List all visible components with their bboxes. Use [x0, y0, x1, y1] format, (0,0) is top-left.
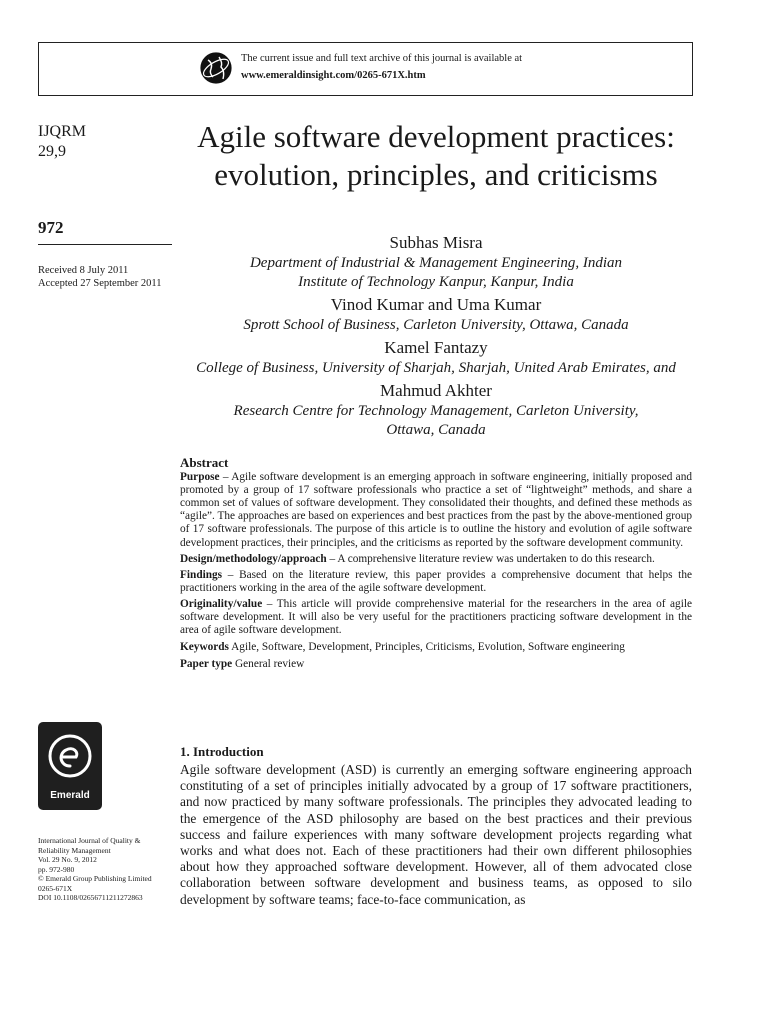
- paper-title: Agile software development practices: evolution, principles, and criticisms: [197, 119, 675, 192]
- publication-info: [38, 836, 178, 903]
- abstract-design: [180, 553, 692, 566]
- introduction-section: [180, 744, 692, 908]
- emerald-logo-text: Emerald: [50, 790, 90, 801]
- originality-text: – This article will provide comprehensive material for the researchers in the area of agile software development. It will also be very useful for the practitioners practicing software development in the area of agile software development.: [180, 597, 692, 637]
- author-affiliation: Research Centre for Technology Management, Carleton University, Ottawa, Canada: [233, 403, 639, 438]
- introduction-heading: 1. Introduction: [180, 744, 264, 759]
- emerald-logo: [38, 722, 102, 810]
- abstract-keywords: [180, 641, 692, 654]
- keywords-label: Keywords: [180, 641, 229, 654]
- abstract-paper-type: [180, 658, 692, 671]
- accepted-date: Accepted 27 September 2011: [38, 278, 162, 289]
- pubinfo-line: 0265-671X: [38, 883, 73, 893]
- journal-abbrev: IJQRM: [38, 123, 87, 140]
- paper-type-text: General review: [232, 658, 305, 671]
- received-date: Received 8 July 2011: [38, 265, 129, 276]
- pubinfo-line: © Emerald Group Publishing Limited: [38, 874, 152, 883]
- abstract: [180, 456, 692, 674]
- pubinfo-line: Reliability Management: [38, 845, 111, 855]
- author-name: Kamel Fantazy: [384, 338, 488, 357]
- design-label: Design/methodology/approach: [180, 552, 327, 565]
- author-name: Mahmud Akhter: [380, 381, 492, 400]
- emerald-logo-icon: [48, 732, 92, 784]
- purpose-label: Purpose: [180, 471, 220, 484]
- author-affiliation: College of Business, University of Sharjah, Sharjah, United Arab Emirates, and: [196, 360, 676, 376]
- originality-label: Originality/value: [180, 597, 263, 610]
- author-name: Vinod Kumar and Uma Kumar: [330, 295, 542, 314]
- introduction-body: Agile software development (ASD) is currently an emerging software engineering approach constituting of a set of principles initially advocated by a group of 17 software practitioners, and now practiced by many software professionals. The principles they advocated leading to the emergence of the ASD philosophy are based on the best practices and their previous success and failure experiences with many software development projects regarding what works and what does not. Each of these practitioners had their own different philosophies about how they approached software development. However, all of them advocated close collaboration between software development and business teams, as opposed to silo development by software teams; face-to-face communication, as: [180, 762, 692, 907]
- page-number: 972: [38, 218, 64, 237]
- abstract-originality: [180, 598, 692, 637]
- divider: [38, 244, 172, 245]
- journal-archive-banner: [38, 42, 693, 96]
- author-name: Subhas Misra: [389, 233, 483, 252]
- findings-label: Findings: [180, 568, 223, 581]
- abstract-findings: [180, 569, 692, 595]
- journal-url-link[interactable]: www.emeraldinsight.com/0265-671X.htm: [241, 70, 426, 81]
- pubinfo-line: pp. 972-980: [38, 864, 75, 874]
- abstract-heading: Abstract: [180, 455, 229, 470]
- journal-volume: 29,9: [38, 143, 66, 160]
- submission-dates: [38, 264, 162, 290]
- globe-icon: [199, 51, 233, 85]
- author-list: [180, 230, 692, 440]
- pubinfo-line: DOI 10.1108/02656711211272863: [38, 893, 143, 902]
- keywords-text: Agile, Software, Development, Principles, Criticisms, Evolution, Software engineering: [228, 641, 625, 654]
- purpose-text: – Agile software development is an emerging approach in software engineering, initially proposed and promoted by a group of 17 software professionals who practice a set of “lightweight” methods, and share a common set of values of software development. They consolidated their thoughts, and defined these methods as “agile”. The approaches are based on experiences and best practices from the past by the above-mentioned group of 17 software professionals. The purpose of this article is to outline the history and evolution of agile software development practices, their principles, and the criticisms as reported by the software development community.: [180, 471, 692, 549]
- journal-abbreviation: [38, 122, 86, 162]
- banner-text: The current issue and full text archive of this journal is available at: [241, 53, 523, 64]
- paper-type-label: Paper type: [180, 658, 233, 671]
- findings-text: – Based on the literature review, this paper provides a comprehensive document that helps the practitioners working in the area of the agile software development.: [180, 568, 692, 594]
- author-affiliation: Sprott School of Business, Carleton University, Ottawa, Canada: [243, 317, 629, 333]
- pubinfo-line: International Journal of Quality &: [38, 836, 141, 845]
- abstract-purpose: [180, 471, 692, 550]
- pubinfo-line: Vol. 29 No. 9, 2012: [38, 855, 97, 864]
- design-text: – A comprehensive literature review was undertaken to do this research.: [326, 552, 655, 565]
- author-affiliation: Department of Industrial & Management Engineering, Indian Institute of Technology Kanpur, Kanpur, India: [249, 255, 623, 290]
